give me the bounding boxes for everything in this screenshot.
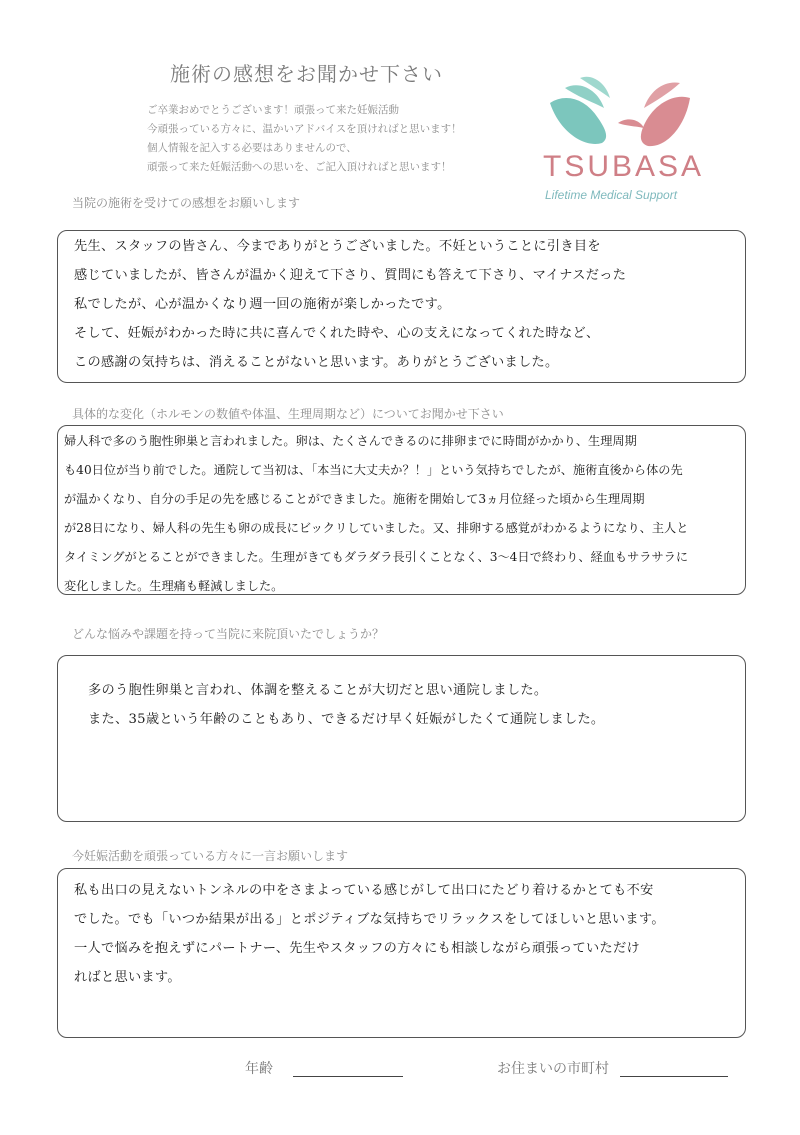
logo-tagline: Lifetime Medical Support (545, 188, 678, 202)
section-2-answer (64, 427, 688, 601)
answer-line: タイミングがとることができました。生理がきてもダラダラ長引くことなく、3～4日で終わり、経血もサラサラに (64, 550, 689, 564)
tsubasa-wings-logo-icon (540, 68, 700, 208)
section-2-label: 具体的な変化（ホルモンの数値や体温、生理周期など）についてお聞かせ下さい (72, 407, 504, 421)
answer-line: 私も出口の見えないトンネルの中をさまよっている感じがして出口にたどり着けるかとても不安 (74, 883, 654, 898)
intro-text (147, 101, 487, 177)
intro-line: 頑張って来た妊娠活動への思いを、ご記入頂ければと思います！ (147, 161, 452, 173)
intro-line: ご卒業おめでとうございます！頑張って来た妊娠活動 (147, 104, 399, 116)
answer-line: 感じていましたが、皆さんが温かく迎えて下さり、質問にも答えて下さり、マイナスだった (74, 268, 627, 283)
answer-line: 私でしたが、心が温かくなり週一回の施術が楽しかったです。 (74, 297, 451, 312)
answer-line: が温かくなり、自分の手足の先を感じることができました。施術を開始して3ヵ月位経った頃から生理周期 (64, 492, 645, 506)
section-4-label: 今妊娠活動を頑張っている方々に一言お願いします (72, 849, 349, 863)
logo-name: TSUBASA (543, 150, 705, 183)
answer-line: でした。でも「いつか結果が出る」とポジティブな気持ちでリラックスをしてほしいと思います。 (74, 912, 665, 927)
answer-line: この感謝の気持ちは、消えることがないと思います。ありがとうございました。 (74, 355, 559, 370)
age-label: 年齢 (245, 1061, 273, 1077)
section-1-label: 当院の施術を受けての感想をお願いします (72, 196, 301, 210)
section-3-answer (88, 676, 604, 734)
age-field-line (293, 1076, 403, 1077)
intro-line: 個人情報を記入する必要はありませんので、 (147, 142, 357, 154)
section-4-answer (74, 876, 665, 992)
answer-line: が28日になり、婦人科の先生も卵の成長にビックリしていました。又、排卵する感覚がわかるようになり、主人と (64, 521, 689, 535)
answer-line: も40日位が当り前でした。通院して当初は、「本当に大丈夫か？！」という気持ちでしたが、施術直後から体の先 (64, 463, 683, 477)
page-title: 施術の感想をお聞かせ下さい (170, 62, 443, 86)
answer-line: そして、妊娠がわかった時に共に喜んでくれた時や、心の支えになってくれた時など、 (74, 326, 600, 341)
section-1-answer (74, 232, 626, 377)
answer-line: また、35歳という年齢のこともあり、できるだけ早く妊娠がしたくて通院しました。 (88, 712, 605, 727)
answer-line: ればと思います。 (74, 970, 181, 985)
answer-line: 先生、スタッフの皆さん、今までありがとうございました。不妊ということに引き目を (74, 239, 601, 254)
intro-line: 今頑張っている方々に、温かいアドバイスを頂ければと思います！ (147, 123, 462, 135)
answer-line: 変化しました。生理痛も軽減しました。 (64, 579, 284, 593)
answer-line: 一人で悩みを抱えずにパートナー、先生やスタッフの方々にも相談しながら頑張っていただけ (74, 941, 640, 956)
section-3-label: どんな悩みや課題を持って当院に来院頂いたでしょうか？ (72, 627, 385, 641)
city-label: お住まいの市町村 (497, 1061, 609, 1077)
answer-line: 多のう胞性卵巣と言われ、体調を整えることが大切だと思い通院しました。 (88, 683, 548, 698)
answer-line: 婦人科で多のう胞性卵巣と言われました。卵は、たくさんできるのに排卵までに時間がかかり、生理周期 (64, 434, 637, 448)
city-field-line (620, 1076, 728, 1077)
